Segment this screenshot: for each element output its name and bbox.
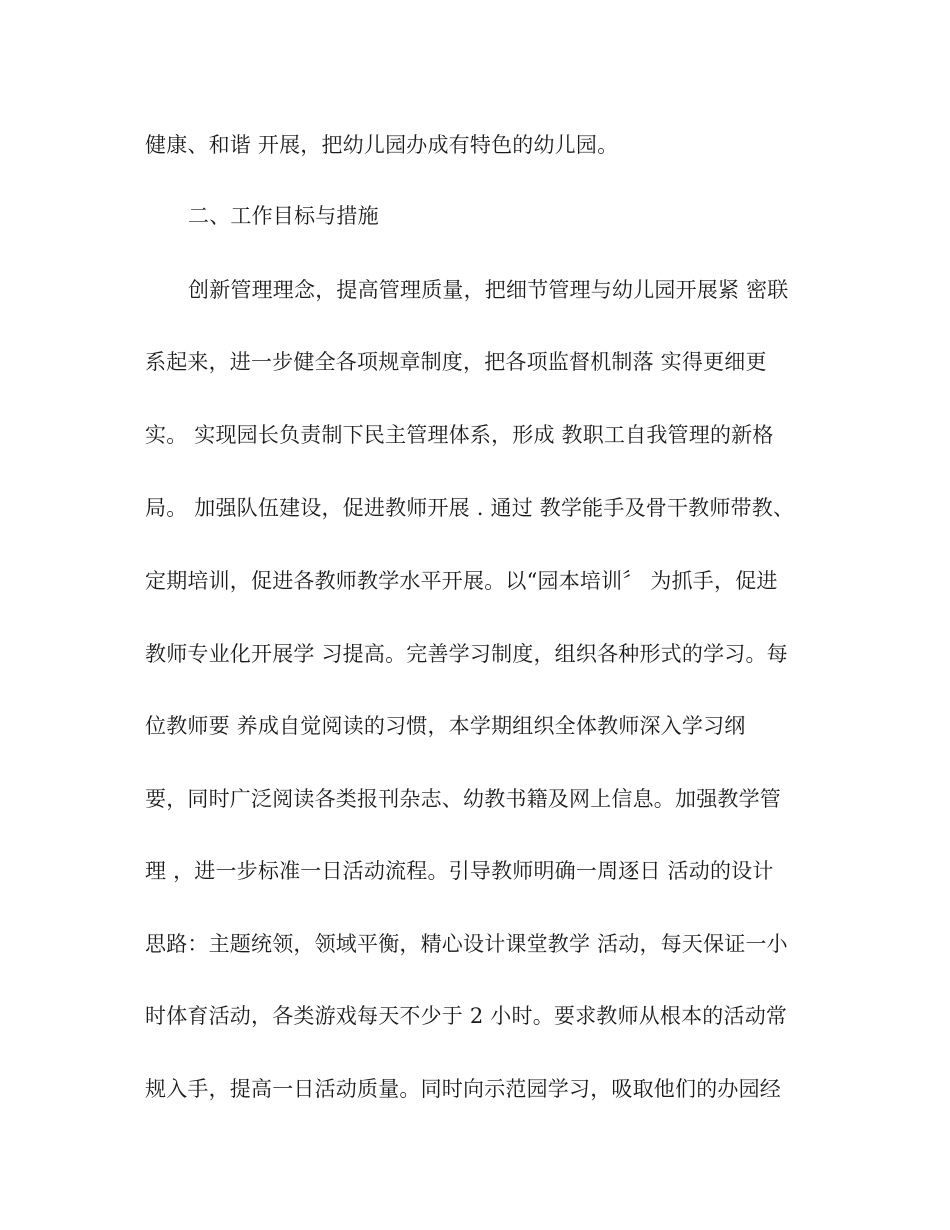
paragraph-line: 创新管理理念，提高管理质量，把细节管理与幼儿园开展紧 密联: [188, 278, 789, 302]
paragraph-line: 思路：主题统领，领域平衡，精心设计课堂教学 活动，每天保证一小: [145, 932, 788, 956]
section-heading: 二、工作目标与措施: [188, 204, 379, 228]
paragraph-line: 实。 实现园长负责制下民主管理体系，形成 教职工自我管理的新格: [145, 423, 774, 447]
paragraph-line: 局。 加强队伍建设，促进教师开展 . 通过 教学能手及骨干教师带教、: [145, 496, 795, 520]
paragraph-line: 要，同时广泛阅读各类报刊杂志、幼教书籍及网上信息。加强教学管: [145, 787, 781, 811]
paragraph-line: 理 ，进一步标准一日活动流程。引导教师明确一周逐日 活动的设计: [145, 859, 774, 883]
paragraph-line: 健康、和谐 开展，把幼儿园办成有特色的幼儿园。: [145, 133, 619, 157]
paragraph-line: 位教师要 养成自觉阅读的习惯，本学期组织全体教师深入学习纲: [145, 714, 746, 738]
paragraph-line: 教师专业化开展学 习提高。完善学习制度，组织各种形式的学习。每: [145, 642, 788, 666]
paragraph-line: 定期培训，促进各教师教学水平开展。以“园本培训〞 为抓手，促进: [145, 569, 778, 593]
paragraph-line: 系起来，进一步健全各项规章制度，把各项监督机制落 实得更细更: [145, 350, 767, 374]
paragraph-line: 规入手，提高一日活动质量。同时向示范园学习，吸取他们的办园经: [145, 1077, 781, 1101]
paragraph-line: 时体育活动，各类游戏每天不少于 2 小时。要求教师从根本的活动常: [145, 1004, 788, 1028]
